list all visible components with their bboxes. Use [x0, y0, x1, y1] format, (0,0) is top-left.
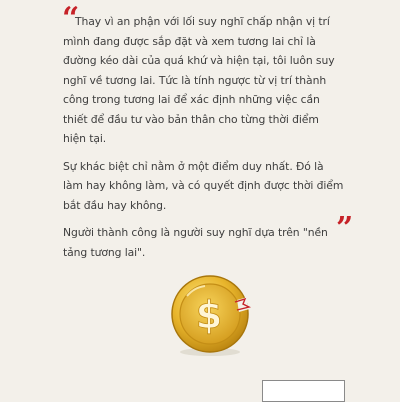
quote-line: nghĩ về tương lai. Tức là tính ngược từ vị trí thành: [63, 73, 327, 87]
quote-line: bắt đầu hay không.: [63, 198, 167, 212]
quote-paragraph-2: [63, 157, 348, 216]
barcode-area: [262, 380, 345, 402]
quote-text: [63, 12, 348, 262]
open-quote-mark: “: [62, 1, 80, 36]
quote-line: làm hay không làm, và có quyết định được thời điểm: [63, 179, 344, 192]
dollar-coin-icon: [165, 272, 255, 358]
close-quote-mark: ”: [336, 211, 354, 246]
quote-line: đường kéo dài của quá khứ và hiện tại, tôi luôn suy: [63, 54, 335, 67]
quote-line: thiết để đầu tư vào bản thân cho từng thời điểm: [63, 112, 319, 126]
quote-line: Người thành công là người suy nghĩ dựa trên "nền: [63, 226, 328, 239]
quote-paragraph-1: [63, 12, 348, 149]
quote-line: hiện tại.: [63, 132, 107, 145]
quote-line: mình đang được sắp đặt và xem tương lai chỉ là: [63, 34, 316, 48]
dollar-symbol: $: [195, 293, 223, 337]
quote-line: công trong tương lai để xác định những việc cần: [63, 93, 320, 106]
quote-line: tảng tương lai".: [63, 245, 146, 259]
quote-line: Sự khác biệt chỉ nằm ở một điểm duy nhất. Đó là: [63, 159, 324, 173]
quote-line: Thay vì an phận với lối suy nghĩ chấp nhận vị trí: [75, 15, 330, 28]
quote-paragraph-3: [63, 223, 348, 262]
